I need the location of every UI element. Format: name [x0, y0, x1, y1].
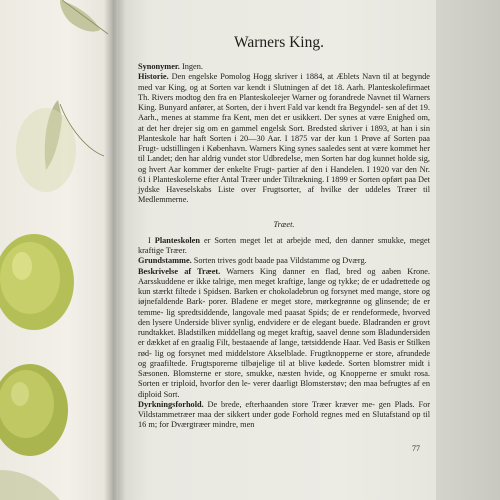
planteskolen-prefix: I — [148, 235, 151, 245]
historie-line: Sorten har dog kunnet holde sig, og hvert Aar kommer der enkelte Frugt- — [138, 154, 431, 174]
historie-line: Bunyard anfører, at Sorten, der i hvert Fald var kendt fra Begyndel- — [158, 103, 384, 112]
section-heading: Træet. — [273, 219, 295, 229]
beskrivelse-line: Warners King danner en flad, bred og aaben — [226, 266, 402, 276]
page-text — [138, 34, 430, 431]
historie-line: engelsk Sort. Bredsted skriver i 1893, at han i sin Planteskole har haft — [138, 123, 430, 143]
synonymer-label: Synonymer. — [138, 62, 180, 71]
beskrivelse-paragraph — [138, 267, 430, 400]
planteskolen-label: Planteskolen — [154, 235, 200, 245]
beskrivelse-line: tykke; de er udadrettede og kun stærkt filtede i Spidsen. Barken er — [138, 276, 430, 296]
beskrivelse-line: lig og forsynet med middelstore Akselblade. Frugtknopperne er store, — [154, 348, 394, 358]
synonymer-text: Ingen. — [181, 62, 203, 71]
beskrivelse-line: verer daarligt Blomsterstøv; den maa befrugtes af en diploid Sort. — [138, 379, 430, 399]
historie-line: Navn til at begynde med var King, og at Sorten var kendt i Slutningen — [138, 72, 430, 92]
historie-line: Den engelske Pomolog Hogg skriver i 1884, at Æblets — [171, 72, 360, 82]
dyrkning-line: gen Plads. For Vildstammetræer maa der sikkert under gode Forhold — [138, 399, 430, 419]
beskrivelse-line: hvorved den lysere Underside bliver synlig, endvidere er de elegant — [138, 307, 430, 327]
beskrivelse-line: lig spredtsiddende, langovale med paasat Spids; de er rendeformede, — [166, 307, 400, 317]
apple-plate-illustration — [0, 0, 112, 500]
historie-paragraph — [138, 72, 430, 205]
historie-line: kommet her til Landet; den har aldrig vundet stor Udbredelse, men — [138, 144, 430, 164]
planteskolen-line: smukke, meget kraftige Træer. — [138, 235, 431, 255]
historie-line: udstillingen i København. Warners King synes saaledes sent at være — [160, 144, 388, 153]
planteskolen-paragraph — [138, 236, 430, 257]
historie-line: sen af det 19. Aarh., menes at stamme fra Kent, men det er usikkert. — [138, 103, 430, 123]
page-edge-right — [436, 0, 500, 500]
beskrivelse-line: Filt, bestaaende af lange, tætsiddende Haar. Ved Basis er Stilken rød- — [138, 338, 430, 358]
dyrkning-line: regnes med en Slutafstand op til 16 m; for Dværgtræer mindre, men — [138, 410, 431, 430]
synonymer-paragraph — [138, 62, 430, 72]
page-number: 77 — [412, 444, 420, 453]
beskrivelse-line: buede. Bladranden er grovt rundtakket. Bladstilken middellang og — [138, 317, 431, 337]
beskrivelse-line: chokoladebrun og forsynet med mange, store og iøjnefaldende Bark- — [138, 287, 430, 307]
beskrivelse-line: afrundede og graafiltede. Frugtsporerne tilbøjelige til at blive kødede. — [138, 348, 430, 368]
historie-line: Antal Træer under Tiltrækning. I 1899 er Sorten opført paa Det jydske — [138, 174, 430, 194]
beskrivelse-label: Beskrivelse af Træet. — [138, 266, 221, 276]
historie-line: Haveselskabs Liste over Frugtsorter, af hvilke der uddeles Træer til — [166, 185, 430, 194]
historie-line: Planteskoleejer Warner og forandrede Navnet til Warners King. — [138, 92, 430, 112]
historie-line: Der synes at være Enighed om, at det her drejer sig om en gammel — [138, 113, 430, 133]
page-title: Warners King. — [233, 34, 324, 51]
beskrivelse-line: hvide, og Knopperne er smukt rosa. Sorten er triploid, hvorfor den le- — [138, 369, 430, 389]
grundstamme-label: Grundstamme. — [138, 256, 192, 266]
beskrivelse-line: Krone. Aarsskuddene er ikke talrige, men meget kraftige, lange og — [138, 266, 431, 286]
historie-line: partier af den i Handelen. I 1920 var den Nr. 61 i Planteskolerne efter — [138, 164, 431, 184]
dyrkning-line: De brede, efterhaanden store Træer kræver me- — [207, 399, 375, 409]
historie-label: Historie. — [138, 72, 169, 82]
historie-line: af det 18. Aarh. Planteskolefirmaet Th. Rivers modtog den fra en — [138, 82, 430, 102]
apple-illustration-icon — [0, 0, 112, 500]
page-gutter — [104, 0, 126, 500]
historie-line: Medlemmerne. — [138, 195, 189, 205]
grundstamme-text: Sorten trives godt baade paa Vildstamme og Dværg. — [193, 256, 367, 266]
planteskolen-line: er Sorten meget let at arbejde med, den danner — [203, 235, 374, 245]
beskrivelse-line: porer. Bladene er meget store, mørkegrønne og glinsende; de er temme- — [138, 297, 430, 317]
grundstamme-paragraph — [138, 256, 430, 266]
beskrivelse-line: meget kraftig, saavel denne som Bladundersiden er dækket af en graalig — [138, 328, 430, 348]
beskrivelse-line: Sorten blomstrer midt i Sæsonen. Blomsterne er store, smukke, næsten — [138, 358, 431, 378]
dyrkning-label: Dyrkningsforhold. — [138, 399, 204, 409]
dyrkning-paragraph — [138, 400, 430, 431]
historie-line: Sorten i 20—30 Aar. I 1875 var der kun 1 Prøve af Sorten paa Frugt- — [138, 133, 430, 153]
